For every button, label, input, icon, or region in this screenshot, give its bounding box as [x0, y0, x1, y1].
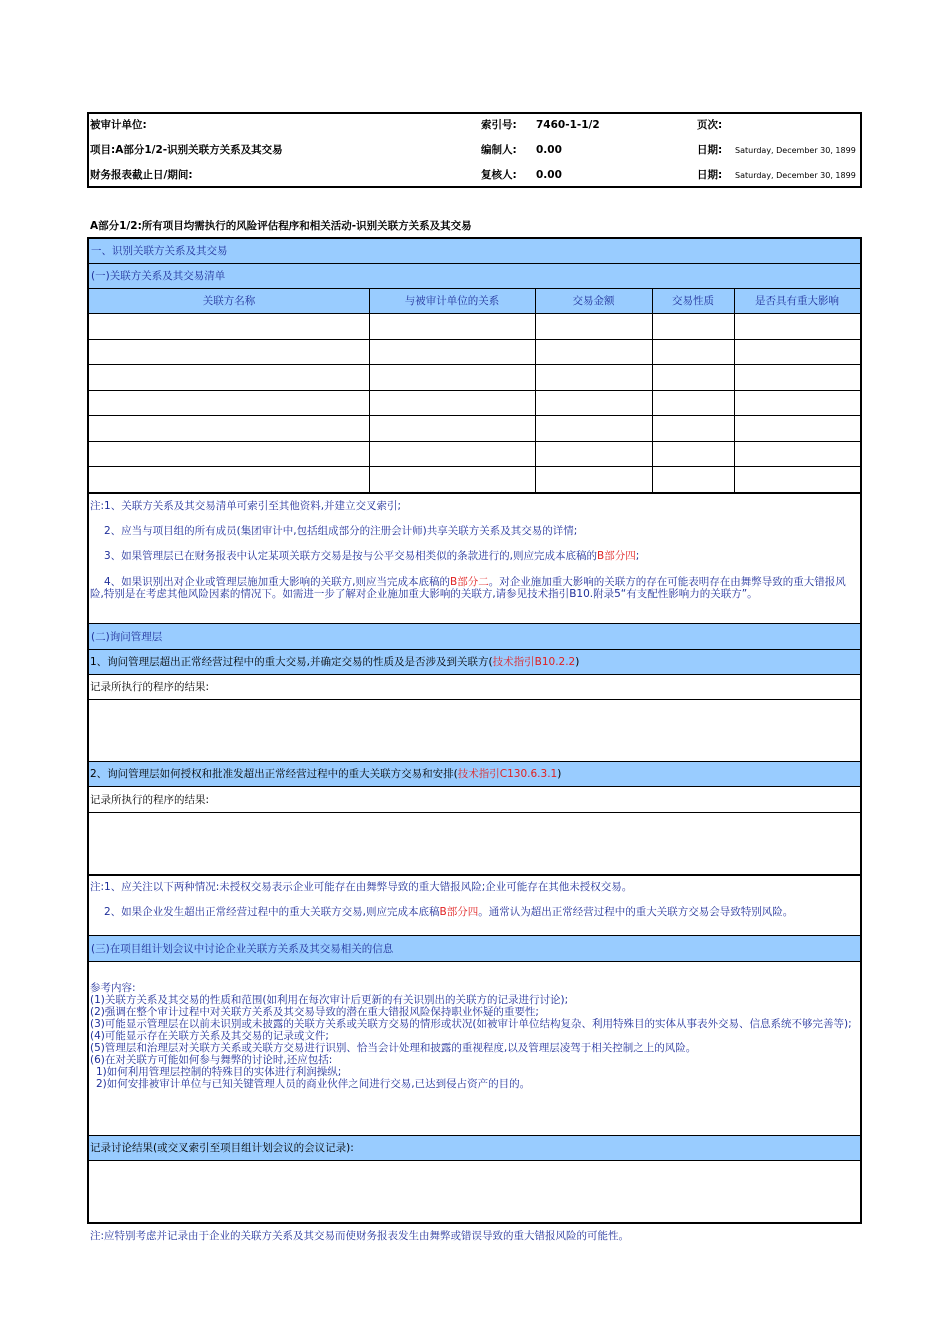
q1-question: 1、询问管理层超出正常经营过程中的重大交易,并确定交易的性质及是否涉及到关联方(: [90, 656, 493, 668]
part1-title: 一、识别关联方关系及其交易: [91, 245, 228, 257]
q2-close: ): [557, 768, 562, 780]
note1-line4-b10: B10: [569, 588, 590, 600]
note1-line4-text2: 。对企业施加重大影响的关联方的存在可能表明存在由舞弊导致的重大错报风险,特别是在考虑其他风险因素的情况下。如需进一步了解对企业施加重大影响的关联方,请参见技术指引: [90, 576, 846, 600]
note1-line4-ref: B部分二: [450, 576, 489, 588]
col-relationship: 与被审计单位的关系: [404, 295, 500, 307]
q1-record-label: 记录所执行的程序的结果:: [90, 681, 210, 693]
preparer-value: 0.00: [536, 144, 562, 156]
q2-record-area[interactable]: [89, 813, 860, 874]
ref-subitem-2: 2)如何安排被审计单位与已知关键管理人员的商业伙伴之间进行交易,已达到侵占资产的目的。: [96, 1078, 531, 1090]
note1-line3: [104, 549, 639, 563]
note1-line4: [90, 576, 858, 600]
note1-line4-appendix-num: 5: [614, 588, 621, 600]
date-label-preparer: 日期:: [697, 144, 723, 156]
section-title: A部分1/2:所有项目均需执行的风险评估程序和相关活动-识别关联方关系及其交易: [90, 220, 472, 232]
table-row[interactable]: [89, 340, 860, 364]
project-label: 项目:A部分1/2-识别关联方关系及其交易: [90, 144, 283, 156]
note1-line4-end: “有支配性影响力的关联方”。: [620, 588, 758, 600]
ref-item-4: (4)可能显示存在关联方关系及其交易的记录或文件;: [90, 1030, 329, 1042]
reference-content: [90, 982, 858, 1090]
note2-line2: [90, 906, 858, 918]
period-label: 财务报表截止日/期间:: [90, 169, 193, 181]
table-row[interactable]: [89, 391, 860, 415]
col-amount: 交易金额: [572, 295, 615, 307]
col-significant-influence: 是否具有重大影响: [755, 295, 839, 307]
discussion-record-area[interactable]: [89, 1161, 860, 1222]
table-row[interactable]: [89, 467, 860, 492]
note2-line1: 注:1、应关注以下两种情况:未授权交易表示企业可能存在由舞弊导致的重大错报风险;企业可能存在其他未授权交易。: [90, 881, 633, 893]
q2-question: 2、询问管理层如何授权和批准发超出正常经营过程中的重大关联方交易和安排(: [90, 768, 458, 780]
q2-record-label: 记录所执行的程序的结果:: [90, 794, 210, 806]
ref-item-2: (2)强调在整个审计过程中对关联方关系及其交易导致的潜在重大错报风险保持职业怀疑的重要性;: [90, 1006, 539, 1018]
final-note: 注:应特别考虑并记录由于企业的关联方关系及其交易而使财务报表发生由舞弊或错误导致的重大错报风险的可能性。: [90, 1230, 630, 1242]
ref-heading: 参考内容:: [90, 982, 136, 994]
q1-guide-ref: 技术指引B10.2.2: [492, 656, 576, 668]
table-row[interactable]: [89, 416, 860, 441]
sub3-title: (三)在项目组计划会议中讨论企业关联方关系及其交易相关的信息: [91, 943, 394, 955]
table-row[interactable]: [89, 314, 860, 339]
note1-line3-end: ;: [635, 550, 640, 562]
audited-unit-label: 被审计单位:: [90, 119, 147, 131]
date-label-reviewer: 日期:: [697, 169, 723, 181]
note1-line3-ref: B部分四: [597, 550, 636, 562]
q2-text: [90, 767, 561, 781]
note2-line2-ref: B部分四: [439, 906, 479, 918]
index-label: 索引号:: [481, 119, 517, 131]
q1-record-area[interactable]: [89, 700, 860, 761]
note1-line1: 注:1、关联方关系及其交易清单可索引至其他资料,并建立交叉索引;: [90, 500, 402, 512]
ref-item-3: (3)可能显示管理层在以前未识别或未披露的关联方关系或关联方交易的情形或状况(如被审计单位结构复杂、利用特殊目的实体从事表外交易、信息系统不够完善等);: [90, 1018, 852, 1030]
table-row[interactable]: [89, 365, 860, 390]
note1-line4-text: 4、如果识别出对企业或管理层施加重大影响的关联方,则应当完成本底稿的: [104, 576, 451, 588]
table-row[interactable]: [89, 442, 860, 466]
ref-item-1: (1)关联方关系及其交易的性质和范围(如利用在每次审计后更新的有关识别出的关联方的记录进行讨论);: [90, 994, 569, 1006]
col-related-party-name: 关联方名称: [202, 295, 256, 307]
note1-line3-text: 3、如果管理层已在财务报表中认定某项关联方交易是按与公平交易相类似的条款进行的,则应完成本底稿的: [104, 550, 598, 562]
sub2-title: (二)询问管理层: [91, 631, 163, 643]
col-nature: 交易性质: [672, 295, 714, 307]
sub2-title-row: [89, 624, 860, 649]
discussion-label: 记录讨论结果(或交叉索引至项目组计划会议的会议记录):: [90, 1142, 354, 1154]
date-value-preparer: Saturday, December 30, 1899: [735, 146, 856, 155]
ref-item-6: (6)在对关联方可能如何参与舞弊的讨论时,还应包括:: [90, 1054, 333, 1066]
note2-line2-text: 2、如果企业发生超出正常经营过程中的重大关联方交易,则应完成本底稿: [104, 906, 440, 918]
reviewer-label: 复核人:: [481, 169, 517, 181]
ref-item-5: (5)管理层和治理层对关联方关系或关联方交易进行识别、恰当会计处理和披露的重视程度,以及管理层凌驾于相关控制之上的风险。: [90, 1042, 697, 1054]
sub1-title: (一)关联方关系及其交易清单: [91, 270, 226, 282]
date-value-reviewer: Saturday, December 30, 1899: [735, 171, 856, 180]
note1-line4-appendix: .附录: [589, 588, 615, 600]
q1-close: ): [575, 656, 580, 668]
index-value: 7460-1-1/2: [536, 119, 600, 131]
note1-line2: 2、应当与项目组的所有成员(集团审计中,包括组成部分的注册会计师)共享关联方关系及其交易的详情;: [104, 525, 578, 537]
q1-text: [90, 655, 579, 669]
q2-guide-ref: 技术指引C130.6.3.1: [457, 768, 558, 780]
ref-subitem-1: 1)如何利用管理层控制的特殊目的实体进行利润操纵;: [96, 1066, 342, 1078]
page-label: 页次:: [697, 119, 723, 131]
preparer-label: 编制人:: [481, 144, 517, 156]
reviewer-value: 0.00: [536, 169, 562, 181]
note2-line2-end: 。通常认为超出正常经营过程中的重大关联方交易会导致特别风险。: [478, 906, 794, 918]
